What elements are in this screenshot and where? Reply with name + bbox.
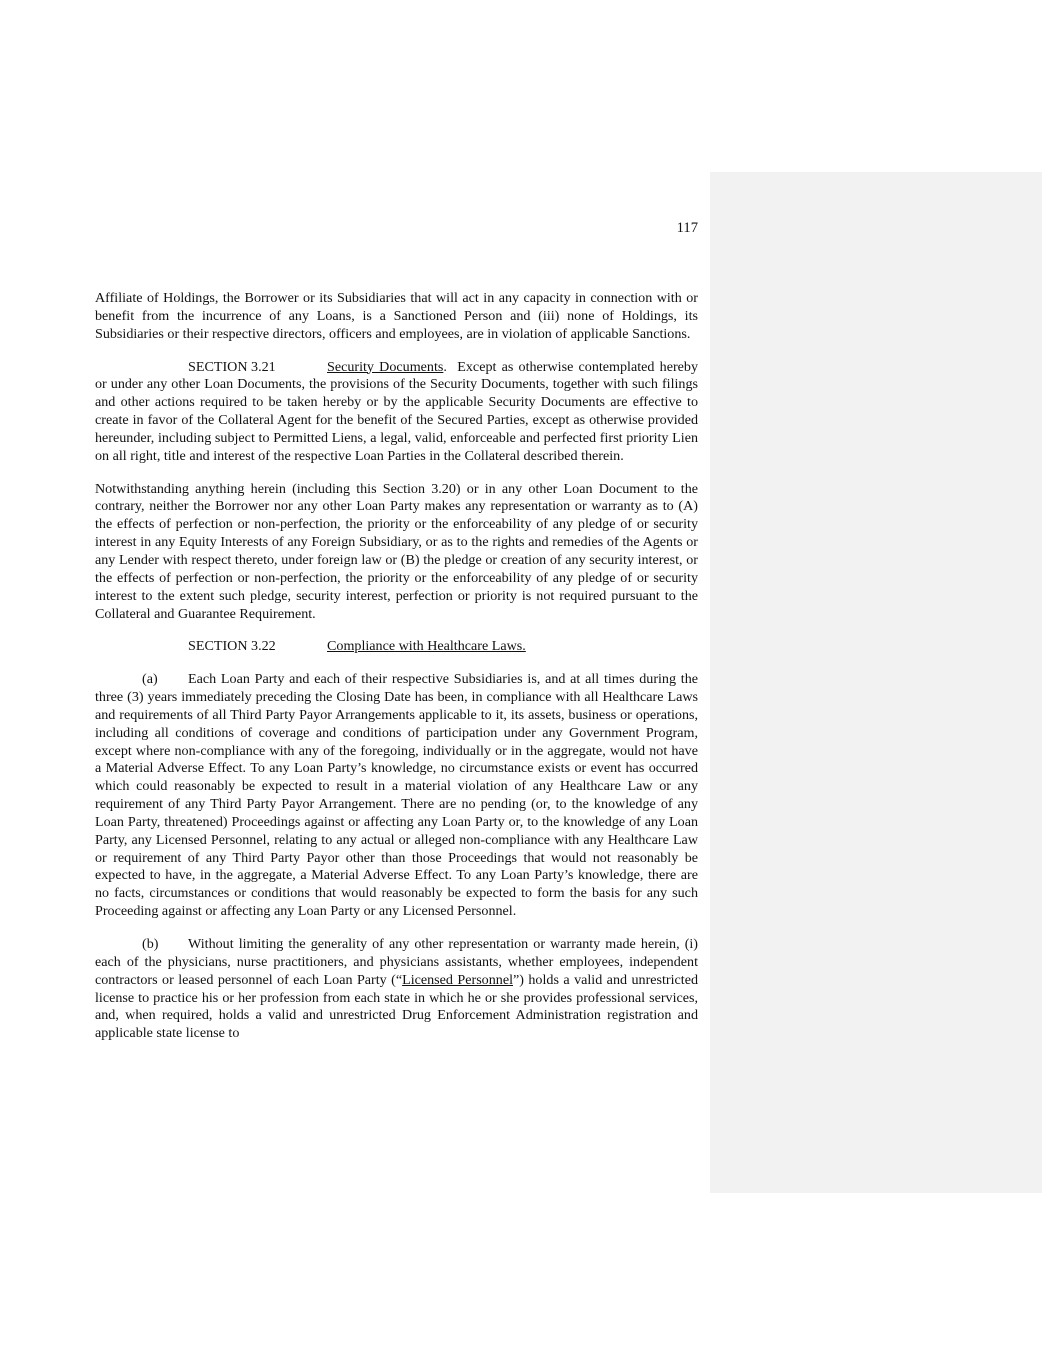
clause-text-end: ”) holds a valid and unrestricted license to practice his or her profession from each state in which he or she provides professional services, and, when required, holds a valid and unrestricted Drug Enforcement Administration registration and applicable state license to — [95, 971, 698, 1042]
section-3-22-heading — [95, 638, 698, 656]
clause-text-start: Without limiting the generality of any other representation or warranty made herein, (i) each of the physicians, nurse practitioners, and physicians assistants, whether employees, independent contractors or leased personnel of each Loan Party (“ — [95, 936, 698, 988]
section-title-punctuation: . — [443, 358, 447, 375]
clause-label: (b) — [142, 936, 159, 952]
clause-a — [95, 671, 698, 921]
section-title: Compliance with Healthcare Laws. — [327, 638, 526, 655]
page-number: 117 — [676, 220, 698, 236]
section-number: SECTION 3.21 — [188, 358, 276, 375]
paragraph-sanctions-continuation: Affiliate of Holdings, the Borrower or its Subsidiaries that will act in any capacity in connection with or benefit from the incurrence of any Loans, is a Sanctioned Person and (iii) none of Holdings, its Subsidiaries or their respective directors, officers and employees, are in violation of applicable Sanctions. — [95, 290, 698, 342]
comment-pane — [710, 172, 1042, 1193]
defined-term: Licensed Personnel — [402, 971, 513, 988]
section-text: Except as otherwise contemplated hereby or under any other Loan Documents, the provisions of the Security Documents, together with such filings and other actions required to be taken hereby or by the applicable Security Documents are effective to create in favor of the Collateral Agent for the benefit of the Secured Parties, except as otherwise provided hereunder, including subject to Permitted Liens, a legal, valid, enforceable and perfected first priority Lien on all right, title and interest of the respective Loan Parties in the Collateral described therein. — [95, 358, 698, 464]
section-3-21 — [95, 359, 698, 466]
document-body — [95, 290, 698, 1058]
paragraph-notwithstanding: Notwithstanding anything herein (including this Section 3.20) or in any other Loan Document to the contrary, neither the Borrower nor any other Loan Party makes any representation or warranty as to (A) the effects of perfection or non-perfection, the priority or the enforceability of any pledge of or security interest in any Equity Interests of any Foreign Subsidiary, or as to the rights and remedies of the Agents or any Lender with respect thereto, under foreign law or (B) the pledge or creation of any security interest, or the effects of perfection or non-perfection, the priority or the enforceability of any pledge of or security interest to the extent such pledge, security interest, perfection or priority is not required pursuant to the Collateral and Guarantee Requirement. — [95, 480, 698, 622]
section-title: Security Documents — [327, 358, 444, 375]
clause-text: Each Loan Party and each of their respective Subsidiaries is, and at all times during the three (3) years immediately preceding the Closing Date has been, in compliance with all Healthcare Laws and requirements of all Third Party Payor Arrangements applicable to it, its assets, business or operations, including all conditions of coverage and conditions of participation under any Government Program, except where non-compliance with any of the foregoing, individually or in the aggregate, would not have a Material Adverse Effect. To any Loan Party’s knowledge, no circumstance exists or event has occurred which could reasonably be expected to result in a material violation of any Healthcare Law or any requirement of any Third Party Payor Arrangement. There are no pending (or, to the knowledge of any Loan Party, threatened) Proceedings against or affecting any Loan Party or, to the knowledge of any Loan Party, any Licensed Personnel, relating to any actual or alleged non-compliance with any Healthcare Law or requirement of any Third Party Payor other than those Proceedings that would not reasonably be expected to have, in the aggregate, a Material Adverse Effect. To any Loan Party’s knowledge, there are no facts, circumstances or conditions that would reasonably be expected to form the basis for any such Proceeding against or affecting any Loan Party or any Licensed Personnel. — [95, 671, 698, 920]
clause-b — [95, 936, 698, 1043]
clause-label: (a) — [142, 671, 158, 688]
section-number: SECTION 3.22 — [188, 638, 276, 655]
